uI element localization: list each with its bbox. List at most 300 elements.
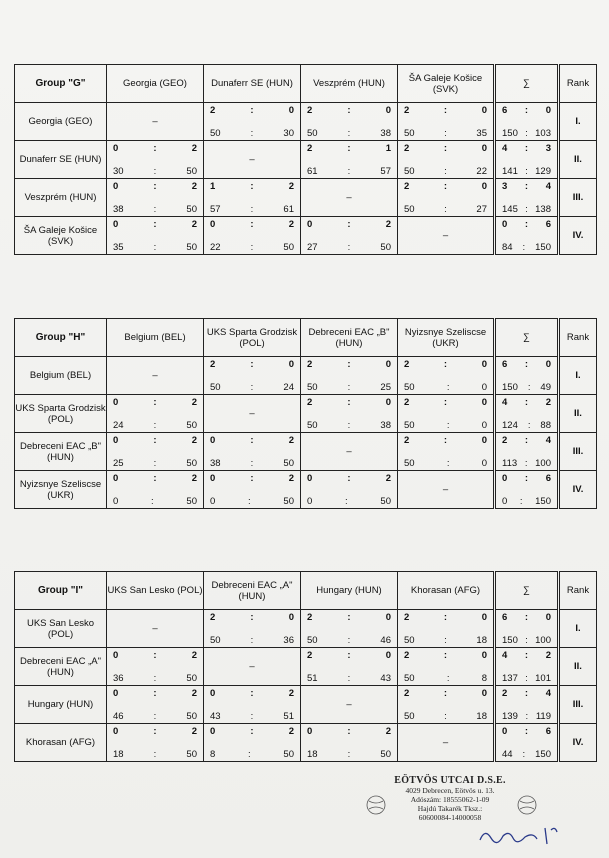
rank-cell: I.	[559, 610, 597, 648]
self-match-cell: –	[398, 471, 495, 509]
match-score-cell	[301, 395, 398, 433]
points-lost: 24	[283, 382, 294, 393]
row-team-name: Veszprém (HUN)	[15, 179, 107, 217]
points-won: 36	[113, 673, 124, 684]
colon: :	[250, 711, 254, 722]
sets-lost: 2	[288, 181, 294, 192]
match-score-cell	[301, 724, 398, 762]
colon: :	[444, 635, 447, 646]
sum-sets	[496, 726, 557, 737]
point-score	[398, 711, 493, 722]
match-score-cell	[107, 686, 204, 724]
points-lost: 50	[186, 673, 197, 684]
sets-lost: 2	[191, 435, 197, 446]
point-score	[301, 496, 397, 507]
match-score-cell	[301, 217, 398, 255]
point-score	[107, 673, 203, 684]
sets-won: 0	[210, 219, 216, 230]
point-score	[398, 204, 493, 215]
sets-won: 0	[307, 726, 313, 737]
colon: :	[525, 635, 528, 646]
self-match-cell: –	[398, 217, 495, 255]
colon: :	[527, 382, 531, 393]
points-won: 50	[404, 420, 415, 431]
sum-cell	[495, 103, 559, 141]
colon: :	[443, 435, 448, 446]
colon: :	[525, 204, 528, 215]
column-team-header: UKS San Lesko (POL)	[107, 572, 204, 610]
colon: :	[525, 673, 528, 684]
point-score	[398, 458, 493, 469]
points-won: 30	[113, 166, 124, 177]
points-won: 27	[307, 242, 318, 253]
self-match-cell: –	[107, 357, 204, 395]
points-lost: 50	[186, 496, 197, 507]
match-score-cell	[398, 395, 495, 433]
points-lost: 38	[380, 128, 391, 139]
sets-won: 2	[404, 359, 410, 370]
colon: :	[446, 382, 450, 393]
point-score	[204, 749, 300, 760]
colon: :	[522, 749, 526, 760]
total-points-lost: 49	[540, 382, 551, 393]
set-score	[204, 612, 300, 623]
points-won: 18	[113, 749, 124, 760]
match-score-cell	[398, 357, 495, 395]
stamp-bank: Hajdú Takarék Tksz.:	[417, 804, 483, 813]
point-score	[204, 496, 300, 507]
total-points-lost: 150	[535, 749, 551, 760]
sets-lost: 0	[481, 650, 487, 661]
total-points-lost: 119	[535, 711, 551, 722]
total-sets-won: 6	[502, 612, 508, 623]
match-score-cell	[301, 610, 398, 648]
set-score	[107, 397, 203, 408]
points-lost: 50	[186, 749, 197, 760]
set-score	[301, 105, 397, 116]
match-score-cell	[398, 103, 495, 141]
sum-sets	[496, 105, 557, 116]
points-lost: 50	[380, 749, 391, 760]
sets-won: 0	[113, 650, 119, 661]
total-sets-won: 0	[502, 219, 508, 230]
colon: :	[525, 166, 528, 177]
match-score-cell	[398, 686, 495, 724]
sets-lost: 0	[385, 105, 391, 116]
sum-points	[496, 204, 557, 215]
set-score	[398, 612, 493, 623]
group-name: Group "G"	[15, 65, 107, 103]
colon: :	[151, 496, 154, 507]
points-won: 57	[210, 204, 221, 215]
colon: :	[522, 242, 526, 253]
sets-lost: 1	[385, 143, 391, 154]
points-lost: 22	[476, 166, 487, 177]
colon: :	[443, 105, 448, 116]
column-team-header: Debreceni EAC „B" (HUN)	[301, 319, 398, 357]
point-score	[204, 128, 300, 139]
point-score	[398, 128, 493, 139]
point-score	[301, 382, 397, 393]
points-lost: 50	[186, 204, 197, 215]
header-row	[15, 572, 597, 610]
sets-won: 0	[113, 726, 119, 737]
colon: :	[347, 612, 351, 623]
sum-cell	[495, 724, 559, 762]
sets-lost: 0	[481, 105, 487, 116]
colon: :	[527, 420, 531, 431]
rank-header: Rank	[559, 572, 597, 610]
match-score-cell	[107, 471, 204, 509]
set-score	[301, 650, 397, 661]
total-sets-won: 2	[502, 688, 508, 699]
sets-lost: 2	[385, 473, 391, 484]
points-lost: 25	[380, 382, 391, 393]
sum-points	[496, 711, 557, 722]
colon: :	[347, 420, 351, 431]
column-team-header: Dunaferr SE (HUN)	[204, 65, 301, 103]
colon: :	[250, 181, 254, 192]
stamp-org: EÖTVÖS UTCAI D.S.E.	[394, 775, 506, 786]
points-won: 50	[404, 458, 415, 469]
sum-cell	[495, 217, 559, 255]
rank-header: Rank	[559, 65, 597, 103]
point-score	[301, 242, 397, 253]
points-lost: 18	[476, 635, 487, 646]
total-points-won: 137	[502, 673, 518, 684]
points-won: 51	[307, 673, 318, 684]
sum-header: ∑	[495, 572, 559, 610]
colon: :	[443, 181, 448, 192]
set-score	[301, 473, 397, 484]
rank-cell: IV.	[559, 471, 597, 509]
team-row	[15, 433, 597, 471]
sum-points	[496, 458, 557, 469]
sets-lost: 2	[385, 219, 391, 230]
set-score	[204, 688, 300, 699]
sum-header: ∑	[495, 319, 559, 357]
set-score	[398, 435, 493, 446]
row-team-name: Debreceni EAC „B" (HUN)	[15, 433, 107, 471]
sets-lost: 0	[288, 105, 294, 116]
colon: :	[153, 688, 157, 699]
set-score	[107, 473, 203, 484]
set-score	[301, 726, 397, 737]
points-won: 50	[404, 382, 415, 393]
sum-sets	[496, 612, 557, 623]
sets-won: 1	[210, 181, 216, 192]
colon: :	[444, 166, 447, 177]
sets-won: 0	[113, 688, 119, 699]
match-score-cell	[204, 610, 301, 648]
group-table	[14, 318, 597, 509]
points-won: 8	[210, 749, 216, 760]
sets-lost: 0	[385, 650, 391, 661]
colon: :	[524, 219, 529, 230]
sum-sets	[496, 650, 557, 661]
set-score	[107, 726, 203, 737]
self-match-cell: –	[107, 610, 204, 648]
points-lost: 27	[476, 204, 487, 215]
sum-points	[496, 635, 557, 646]
point-score	[301, 128, 397, 139]
points-won: 25	[113, 458, 124, 469]
sets-lost: 0	[481, 143, 487, 154]
match-score-cell	[107, 433, 204, 471]
match-score-cell	[301, 648, 398, 686]
set-score	[204, 359, 300, 370]
match-score-cell	[398, 648, 495, 686]
sets-lost: 0	[481, 397, 487, 408]
set-score	[107, 219, 203, 230]
colon: :	[443, 688, 448, 699]
match-score-cell	[398, 610, 495, 648]
points-lost: 50	[186, 242, 197, 253]
row-team-name: UKS San Lesko (POL)	[15, 610, 107, 648]
colon: :	[525, 711, 529, 722]
points-lost: 0	[481, 420, 487, 431]
total-sets-won: 4	[502, 143, 508, 154]
colon: :	[153, 204, 157, 215]
self-match-cell: –	[301, 433, 398, 471]
total-sets-lost: 2	[545, 397, 551, 408]
total-sets-lost: 0	[545, 105, 551, 116]
colon: :	[519, 496, 523, 507]
points-won: 50	[404, 166, 415, 177]
points-won: 24	[113, 420, 124, 431]
stamp-tax: Adószám: 18555062-1-09	[410, 795, 490, 804]
rank-cell: III.	[559, 179, 597, 217]
colon: :	[153, 397, 157, 408]
sum-sets	[496, 181, 557, 192]
colon: :	[153, 181, 157, 192]
total-sets-lost: 4	[545, 688, 551, 699]
point-score	[107, 242, 203, 253]
points-lost: 35	[476, 128, 487, 139]
sum-cell	[495, 648, 559, 686]
match-score-cell	[204, 357, 301, 395]
sets-won: 2	[404, 435, 410, 446]
total-sets-won: 4	[502, 397, 508, 408]
colon: :	[153, 435, 157, 446]
sets-lost: 2	[191, 143, 197, 154]
sum-sets	[496, 143, 557, 154]
colon: :	[347, 128, 351, 139]
points-won: 18	[307, 749, 318, 760]
sum-sets	[496, 473, 557, 484]
team-row	[15, 103, 597, 141]
total-points-lost: 150	[535, 496, 551, 507]
points-lost: 50	[186, 166, 197, 177]
sets-lost: 2	[191, 181, 197, 192]
colon: :	[153, 420, 157, 431]
self-match-cell: –	[204, 395, 301, 433]
point-score	[107, 496, 203, 507]
colon: :	[345, 496, 348, 507]
points-won: 43	[210, 711, 221, 722]
sets-won: 2	[210, 105, 216, 116]
colon: :	[250, 612, 254, 623]
total-points-lost: 101	[535, 673, 551, 684]
points-won: 0	[210, 496, 216, 507]
colon: :	[524, 650, 529, 661]
points-lost: 61	[283, 204, 294, 215]
colon: :	[446, 673, 450, 684]
colon: :	[347, 219, 351, 230]
points-lost: 18	[476, 711, 487, 722]
total-sets-lost: 0	[545, 359, 551, 370]
sum-points	[496, 128, 557, 139]
sets-lost: 0	[481, 688, 487, 699]
set-score	[398, 143, 493, 154]
points-won: 50	[307, 382, 318, 393]
points-won: 61	[307, 166, 318, 177]
colon: :	[347, 166, 351, 177]
row-team-name: UKS Sparta Grodzisk (POL)	[15, 395, 107, 433]
total-sets-won: 0	[502, 473, 508, 484]
colon: :	[347, 105, 351, 116]
colon: :	[248, 496, 251, 507]
colon: :	[524, 688, 529, 699]
sets-lost: 0	[481, 181, 487, 192]
self-match-cell: –	[107, 103, 204, 141]
colon: :	[443, 612, 448, 623]
match-score-cell	[204, 217, 301, 255]
sum-sets	[496, 435, 557, 446]
set-score	[301, 143, 397, 154]
colon: :	[153, 726, 157, 737]
total-points-won: 145	[502, 204, 518, 215]
sets-lost: 2	[191, 397, 197, 408]
points-won: 22	[210, 242, 221, 253]
sets-won: 2	[404, 650, 410, 661]
points-won: 0	[113, 496, 119, 507]
rank-cell: I.	[559, 357, 597, 395]
sets-won: 0	[113, 473, 119, 484]
match-score-cell	[107, 141, 204, 179]
colon: :	[524, 458, 528, 469]
colon: :	[347, 397, 351, 408]
volleyball-logo-icon	[364, 790, 539, 820]
match-score-cell	[301, 141, 398, 179]
rank-cell: III.	[559, 686, 597, 724]
stamp-address: 4029 Debrecen, Eötvös u. 13.	[405, 786, 495, 795]
colon: :	[250, 726, 254, 737]
colon: :	[443, 143, 448, 154]
colon: :	[347, 726, 351, 737]
rank-cell: II.	[559, 648, 597, 686]
header-row	[15, 65, 597, 103]
colon: :	[524, 397, 529, 408]
total-sets-won: 6	[502, 359, 508, 370]
points-won: 38	[210, 458, 221, 469]
sets-won: 0	[307, 473, 313, 484]
sets-lost: 2	[288, 435, 294, 446]
colon: :	[446, 458, 450, 469]
total-points-lost: 103	[535, 128, 551, 139]
sum-cell	[495, 179, 559, 217]
sets-won: 0	[307, 219, 313, 230]
points-won: 50	[307, 635, 318, 646]
colon: :	[250, 359, 254, 370]
sets-lost: 0	[481, 435, 487, 446]
point-score	[301, 166, 397, 177]
sum-cell	[495, 141, 559, 179]
column-team-header: Veszprém (HUN)	[301, 65, 398, 103]
points-won: 50	[210, 635, 221, 646]
points-lost: 50	[283, 749, 294, 760]
total-sets-lost: 4	[545, 435, 551, 446]
rank-cell: I.	[559, 103, 597, 141]
colon: :	[153, 458, 157, 469]
team-row	[15, 141, 597, 179]
sets-lost: 0	[288, 612, 294, 623]
column-team-header: Khorasan (AFG)	[398, 572, 495, 610]
team-row	[15, 357, 597, 395]
set-score	[398, 181, 493, 192]
sets-won: 0	[210, 688, 216, 699]
points-won: 50	[404, 204, 415, 215]
match-score-cell	[301, 357, 398, 395]
group-table	[14, 64, 597, 255]
points-lost: 51	[283, 711, 294, 722]
total-sets-lost: 2	[545, 650, 551, 661]
row-team-name: Debreceni EAC „A" (HUN)	[15, 648, 107, 686]
total-points-won: 150	[502, 382, 518, 393]
self-match-cell: –	[398, 724, 495, 762]
points-lost: 46	[380, 635, 391, 646]
match-score-cell	[204, 471, 301, 509]
sets-lost: 2	[191, 473, 197, 484]
set-score	[204, 105, 300, 116]
match-score-cell	[204, 433, 301, 471]
sum-points	[496, 749, 557, 760]
total-points-lost: 88	[540, 420, 551, 431]
sets-lost: 2	[191, 688, 197, 699]
match-score-cell	[204, 103, 301, 141]
point-score	[107, 458, 203, 469]
sum-points	[496, 673, 557, 684]
total-points-won: 141	[502, 166, 518, 177]
sets-lost: 2	[288, 219, 294, 230]
colon: :	[444, 128, 447, 139]
points-lost: 50	[283, 496, 294, 507]
sets-lost: 0	[288, 359, 294, 370]
colon: :	[153, 143, 157, 154]
rank-cell: II.	[559, 395, 597, 433]
total-points-lost: 100	[535, 635, 551, 646]
group-table	[14, 571, 597, 762]
sets-won: 2	[404, 105, 410, 116]
team-row	[15, 724, 597, 762]
set-score	[398, 359, 493, 370]
sum-cell	[495, 433, 559, 471]
total-sets-lost: 6	[545, 219, 551, 230]
row-team-name: Hungary (HUN)	[15, 686, 107, 724]
self-match-cell: –	[204, 648, 301, 686]
point-score	[204, 711, 300, 722]
sets-won: 0	[210, 435, 216, 446]
set-score	[301, 397, 397, 408]
colon: :	[444, 204, 447, 215]
row-team-name: Dunaferr SE (HUN)	[15, 141, 107, 179]
match-score-cell	[301, 103, 398, 141]
row-team-name: Georgia (GEO)	[15, 103, 107, 141]
set-score	[107, 143, 203, 154]
colon: :	[347, 473, 351, 484]
set-score	[107, 688, 203, 699]
team-row	[15, 471, 597, 509]
